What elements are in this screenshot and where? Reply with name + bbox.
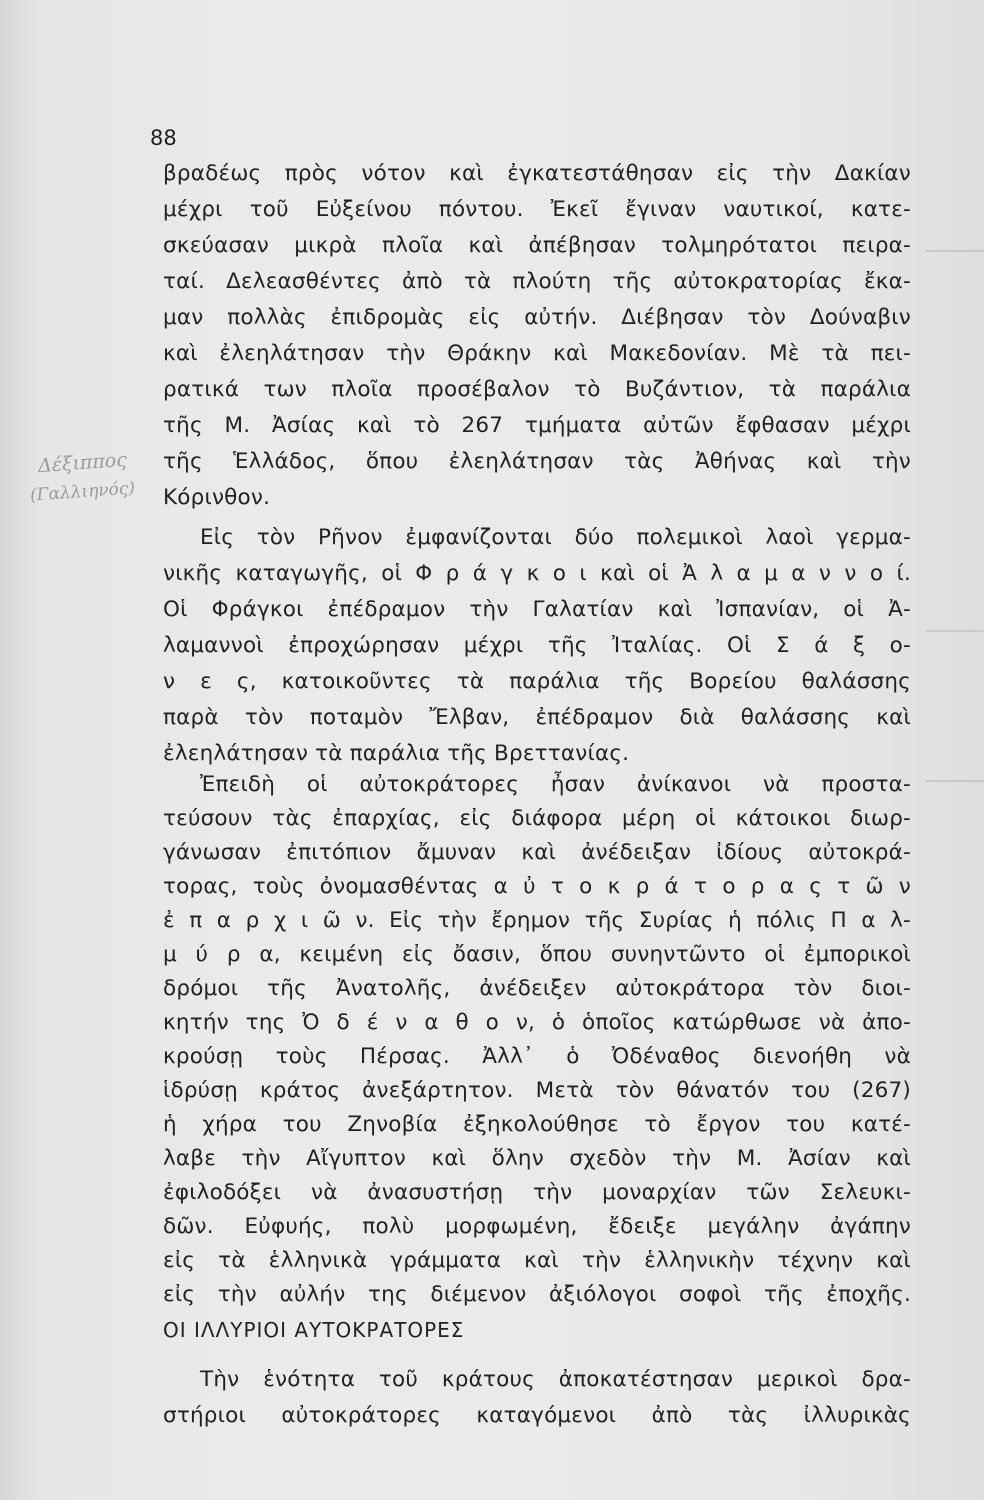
text-line: γάνωσαν ἐπιτόπιον ἄμυναν καὶ ἀνέδειξαν ἰδίους αὐτοκρά-	[163, 840, 911, 865]
text-line: σκεύασαν μικρὰ πλοῖα καὶ ἀπέβησαν τολμηρότατοι πειρα-	[163, 233, 911, 258]
text-line: λαμαννοὶ ἐπροχώρησαν μέχρι τῆς Ἰταλίας. Οἱ Σ ά ξ ο-	[163, 633, 911, 658]
text-line: Κόρινθον.	[163, 485, 271, 510]
text-line: ἡ χήρα του Ζηνοβία ἐξηκολούθησε τὸ ἔργον του κατέ-	[163, 1112, 911, 1137]
text-line: ἐφιλοδόξει νὰ ἀνασυστήσῃ τὴν μοναρχίαν τῶν Σελευκι-	[163, 1180, 911, 1205]
text-line: μέχρι τοῦ Εὐξείνου πόντου. Ἐκεῖ ἔγιναν ναυτικοί, κατε-	[163, 197, 911, 222]
text-line: Ἐπειδὴ οἱ αὐτοκράτορες ἦσαν ἀνίκανοι νὰ προστα-	[200, 772, 911, 797]
text-line: Οἱ Φράγκοι ἐπέδραμον τὴν Γαλατίαν καὶ Ἰσπανίαν, οἱ Ἀ-	[163, 597, 911, 622]
text-line: ταί. Δελεασθέντες ἀπὸ τὰ πλούτη τῆς αὐτοκρατορίας ἔκα-	[163, 269, 911, 294]
text-line: λαβε τὴν Αἴγυπτον καὶ ὅλην σχεδὸν τὴν Μ. Ἀσίαν καὶ	[163, 1146, 911, 1171]
text-line: Τὴν ἑνότητα τοῦ κράτους ἀποκατέστησαν μερικοὶ δρα-	[200, 1367, 911, 1392]
text-line: ρατικά των πλοῖα προσέβαλον τὸ Βυζάντιον, τὰ παράλια	[163, 377, 911, 402]
text-line: στήριοι αὐτοκράτορες καταγόμενοι ἀπὸ τὰς ἰλλυρικὰς	[163, 1403, 911, 1428]
text-line: κητήν της Ὀ δ έ ν α θ ο ν, ὁ ὁποῖος κατώρθωσε νὰ ἀπο-	[163, 1010, 911, 1035]
text-line: ἱδρύσῃ κράτος ἀνεξάρτητον. Μετὰ τὸν θάνατόν του (267)	[163, 1078, 911, 1103]
bleed-through-mark	[926, 250, 984, 252]
text-line: μ ύ ρ α, κειμένη εἰς ὄασιν, ὅπου συνηντῶντο οἱ ἐμπορικοὶ	[163, 942, 911, 967]
text-line: νικῆς καταγωγῆς, οἱ Φ ρ ά γ κ ο ι καὶ οἱ Ἀ λ α μ α ν ν ο ί.	[163, 561, 911, 586]
text-line: κρούσῃ τοὺς Πέρσας. Ἀλλ᾽ ὁ Ὀδέναθος διενοήθη νὰ	[163, 1044, 911, 1069]
handwritten-margin-note: Δέξιππος	[37, 448, 128, 478]
text-line: τεύσουν τὰς ἐπαρχίας, εἰς διάφορα μέρη οἱ κάτοικοι διωρ-	[163, 806, 911, 831]
text-line: ν ε ς, κατοικοῦντες τὰ παράλια τῆς Βορείου θαλάσσης	[163, 669, 911, 694]
text-line: δρόμοι τῆς Ἀνατολῆς, ἀνέδειξεν αὐτοκράτορα τὸν διοι-	[163, 976, 911, 1001]
text-line: τορας, τοὺς ὀνομασθέντας α ὐ τ ο κ ρ ά τ ο ρ α ς τ ῶ ν	[163, 874, 911, 899]
text-line: Εἰς τὸν Ρῆνον ἐμφανίζονται δύο πολεμικοὶ λαοὶ γερμα-	[200, 525, 911, 550]
page-number: 88	[150, 126, 177, 150]
text-line: μαν πολλὰς ἐπιδρομὰς εἰς αὐτήν. Διέβησαν τὸν Δούναβιν	[163, 305, 911, 330]
text-line: εἰς τὰ ἑλληνικὰ γράμματα καὶ τὴν ἑλληνικὴν τέχνην καὶ	[163, 1248, 911, 1273]
text-line: παρὰ τὸν ποταμὸν Ἔλβαν, ἐπέδραμον διὰ θαλάσσης καὶ	[163, 705, 911, 730]
text-line: βραδέως πρὸς νότον καὶ ἐγκατεστάθησαν εἰς τὴν Δακίαν	[163, 161, 911, 186]
bleed-through-mark	[926, 780, 984, 782]
text-line: δῶν. Εὐφυής, πολὺ μορφωμένη, ἔδειξε μεγάλην ἀγάπην	[163, 1214, 911, 1239]
text-line: τῆς Ἑλλάδος, ὅπου ἐλεηλάτησαν τὰς Ἀθήνας καὶ τὴν	[163, 449, 911, 474]
text-line: εἰς τὴν αὐλήν της διέμενον ἀξιόλογοι σοφοὶ τῆς ἐποχῆς.	[163, 1282, 911, 1307]
bleed-through-mark	[926, 630, 984, 632]
text-line: τῆς Μ. Ἀσίας καὶ τὸ 267 τμήματα αὐτῶν ἔφθασαν μέχρι	[163, 413, 911, 438]
handwritten-margin-note: (Γαλλιηνός)	[29, 478, 136, 506]
text-line: καὶ ἐλεηλάτησαν τὴν Θράκην καὶ Μακεδονίαν. Μὲ τὰ πει-	[163, 341, 911, 366]
text-line: ἐ π α ρ χ ι ῶ ν. Εἰς τὴν ἔρημον τῆς Συρίας ἡ πόλις Π α λ-	[163, 908, 911, 933]
text-line: ἐλεηλάτησαν τὰ παράλια τῆς Βρεττανίας.	[163, 741, 630, 766]
section-heading: ΟΙ ΙΛΛΥΡΙΟΙ ΑΥΤΟΚΡΑΤΟΡΕΣ	[163, 1318, 465, 1342]
